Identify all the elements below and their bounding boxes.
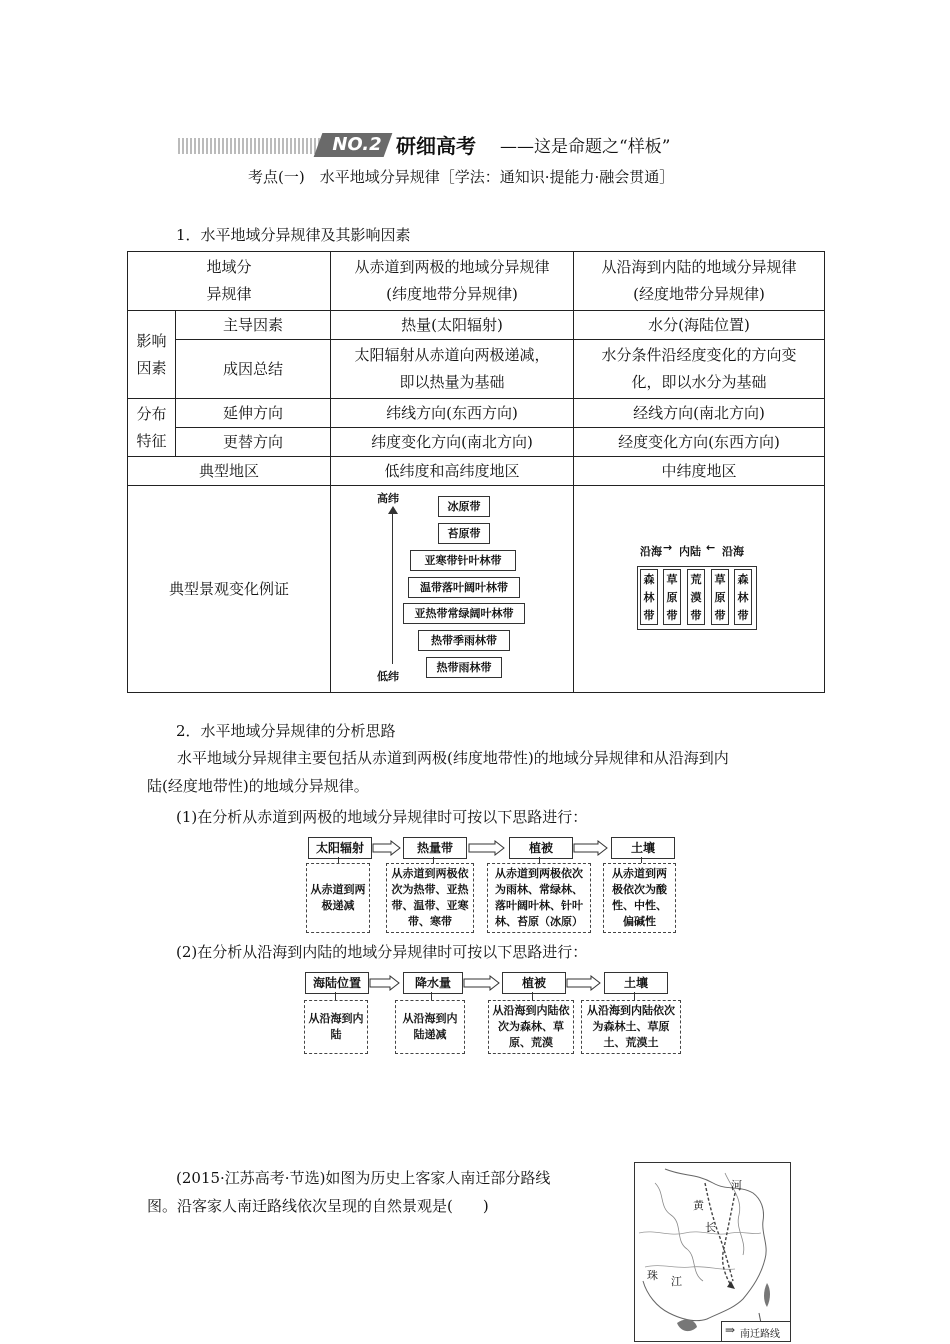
low-latitude-label: 低纬 <box>377 670 399 683</box>
cell-line: 化，即以水分为基础 <box>631 373 767 391</box>
corner-line1: 地域分 <box>206 258 252 276</box>
zone-box: 苔原带 <box>438 523 490 544</box>
col-header-latitudinal <box>331 252 574 311</box>
flow-step: 土壤 <box>604 972 668 994</box>
row-label: 成因总结 <box>176 340 331 399</box>
group2-line1: 分布 <box>136 404 167 423</box>
row-label: 更替方向 <box>176 428 331 457</box>
table-cell: 纬度变化方向(南北方向) <box>331 428 574 457</box>
group-distribution <box>128 399 176 457</box>
map-label: 江 <box>671 1275 682 1288</box>
flow-step: 植被 <box>509 837 573 859</box>
flow-detail: 从赤道到两极递减 <box>306 863 370 933</box>
section2-heading: 2．水平地域分异规律的分析思路 <box>176 722 396 740</box>
zone-vertical: 荒 漠 带 <box>687 569 705 625</box>
arrow-right-icon: → <box>663 541 673 554</box>
hollow-arrow-icon <box>369 975 401 991</box>
paragraph-line: 水平地域分异规律主要包括从赤道到两极(纬度地带性)的地域分异规律和从沿海到内 <box>177 749 729 767</box>
coast-right-label: 沿海 <box>722 545 744 558</box>
zone-box: 温带落叶阔叶林带 <box>408 577 520 598</box>
connector-line <box>431 992 432 1000</box>
flow-detail: 从沿海到内陆递减 <box>395 1000 465 1054</box>
col1-line2: (纬度地带分异规律) <box>386 285 518 303</box>
connector-line <box>532 992 533 1000</box>
map-legend <box>721 1321 790 1341</box>
hollow-arrow-icon <box>468 840 506 856</box>
table-cell: 中纬度地区 <box>574 457 825 486</box>
table-cell: 低纬度和高纬度地区 <box>331 457 574 486</box>
zone-vertical: 草 原 带 <box>711 569 729 625</box>
row-label: 主导因素 <box>176 311 331 340</box>
flow-detail: 从赤道到两极依次为热带、亚热带、温带、亚寒带、寒带 <box>386 863 474 933</box>
table-cell: 热量(太阳辐射) <box>331 311 574 340</box>
high-latitude-label: 高纬 <box>377 492 399 505</box>
flow-detail: 从赤道到两极依次为雨林、常绿林、落叶阔叶林、针叶林、苔原（冰原） <box>487 863 591 933</box>
flow-detail: 从沿海到内陆依次为森林土、草原土、荒漠土 <box>581 1000 681 1054</box>
zone-box: 热带季雨林带 <box>418 630 510 651</box>
hollow-arrow-icon <box>573 840 609 856</box>
table-cell: 经线方向(南北方向) <box>574 399 825 428</box>
topic-heading: 考点(一) 水平地域分异规律［学法：通知识·提能力·融会贯通］ <box>248 168 675 186</box>
section1-heading: 1．水平地域分异规律及其影响因素 <box>176 226 411 244</box>
section2-paragraph <box>147 744 827 800</box>
flow-step: 海陆位置 <box>305 972 369 994</box>
col2-line2: (经度地带分异规律) <box>633 285 765 303</box>
col1-line1: 从赤道到两极的地域分异规律 <box>354 258 550 276</box>
latitude-arrow-line <box>392 512 393 664</box>
row-label: 延伸方向 <box>176 399 331 428</box>
flow2-caption: (2)在分析从沿海到内陆的地域分异规律时可按以下思路进行： <box>176 943 588 961</box>
corner-line2: 异规律 <box>206 285 252 303</box>
page-subtitle: ——这是命题之“样板” <box>500 137 671 157</box>
arrow-left-icon: ← <box>706 541 716 554</box>
row-label: 典型景观变化例证 <box>128 486 331 693</box>
table-cell <box>331 340 574 399</box>
zone-box: 热带雨林带 <box>426 657 502 678</box>
col2-line1: 从沿海到内陆的地域分异规律 <box>601 258 797 276</box>
map-label: 珠 <box>647 1269 658 1282</box>
group1-line1: 影响 <box>136 331 167 350</box>
group-influence <box>128 311 176 399</box>
zone-box: 亚热带常绿阔叶林带 <box>403 603 525 624</box>
table-cell: 纬线方向(东西方向) <box>331 399 574 428</box>
zone-vertical: 草 原 带 <box>663 569 681 625</box>
cell-line: 水分条件沿经度变化的方向变 <box>601 346 797 364</box>
flow-detail: 从沿海到内陆 <box>304 1000 368 1054</box>
flow-step: 降水量 <box>403 972 463 994</box>
table-cell: 经度变化方向(东西方向) <box>574 428 825 457</box>
coast-left-label: 沿海 <box>640 545 662 558</box>
flow-step: 土壤 <box>611 837 675 859</box>
map-drawing <box>635 1163 790 1341</box>
question-line2: 图。沿客家人南迁路线依次呈现的自然景观是( ) <box>147 1197 489 1215</box>
hollow-arrow-icon <box>566 975 602 991</box>
flow-detail: 从赤道到两极依次为酸性、中性、偏碱性 <box>603 863 676 933</box>
zone-box: 冰原带 <box>438 496 490 517</box>
zone-box: 亚寒带针叶林带 <box>410 550 516 571</box>
flow-detail: 从沿海到内陆依次为森林、草原、荒漠 <box>488 1000 574 1054</box>
map-label: 河 <box>731 1179 742 1192</box>
question-line1: (2015·江苏高考·节选)如图为历史上客家人南迁部分路线 <box>176 1169 551 1187</box>
table-cell <box>574 340 825 399</box>
hollow-arrow-icon <box>463 975 501 991</box>
table-cell: 水分(海陆位置) <box>574 311 825 340</box>
paragraph-line: 陆(经度地带性)的地域分异规律。 <box>147 777 369 795</box>
arrow-up-icon <box>388 506 398 514</box>
map-label: 长 <box>705 1221 716 1234</box>
map-label: 黄 <box>693 1199 704 1212</box>
group1-line2: 因素 <box>136 358 167 377</box>
table-corner <box>128 252 331 311</box>
legend-label: 南迁路线 <box>740 1329 780 1340</box>
inland-label: 内陆 <box>679 545 701 558</box>
hollow-arrow-icon <box>372 840 402 856</box>
flow1-caption: (1)在分析从赤道到两极的地域分异规律时可按以下思路进行： <box>176 808 588 826</box>
group2-line2: 特征 <box>136 431 167 450</box>
col-header-longitudinal <box>574 252 825 311</box>
connector-line <box>634 992 635 1000</box>
flow-step: 热量带 <box>403 837 467 859</box>
zone-vertical: 森 林 带 <box>640 569 658 625</box>
route-arrow-icon: ⇒ <box>725 1323 736 1337</box>
cell-line: 太阳辐射从赤道向两极递减， <box>354 346 550 364</box>
flow-step: 太阳辐射 <box>308 837 372 859</box>
header-stripe <box>178 138 328 154</box>
zone-vertical: 森 林 带 <box>734 569 752 625</box>
cell-line: 即以热量为基础 <box>399 373 505 391</box>
row-label: 典型地区 <box>128 457 331 486</box>
page-title: 研细高考 <box>396 134 476 158</box>
flow-step: 植被 <box>502 972 566 994</box>
header-badge: NO.2 <box>332 134 382 155</box>
connector-line <box>335 992 336 1000</box>
migration-map <box>634 1162 791 1342</box>
